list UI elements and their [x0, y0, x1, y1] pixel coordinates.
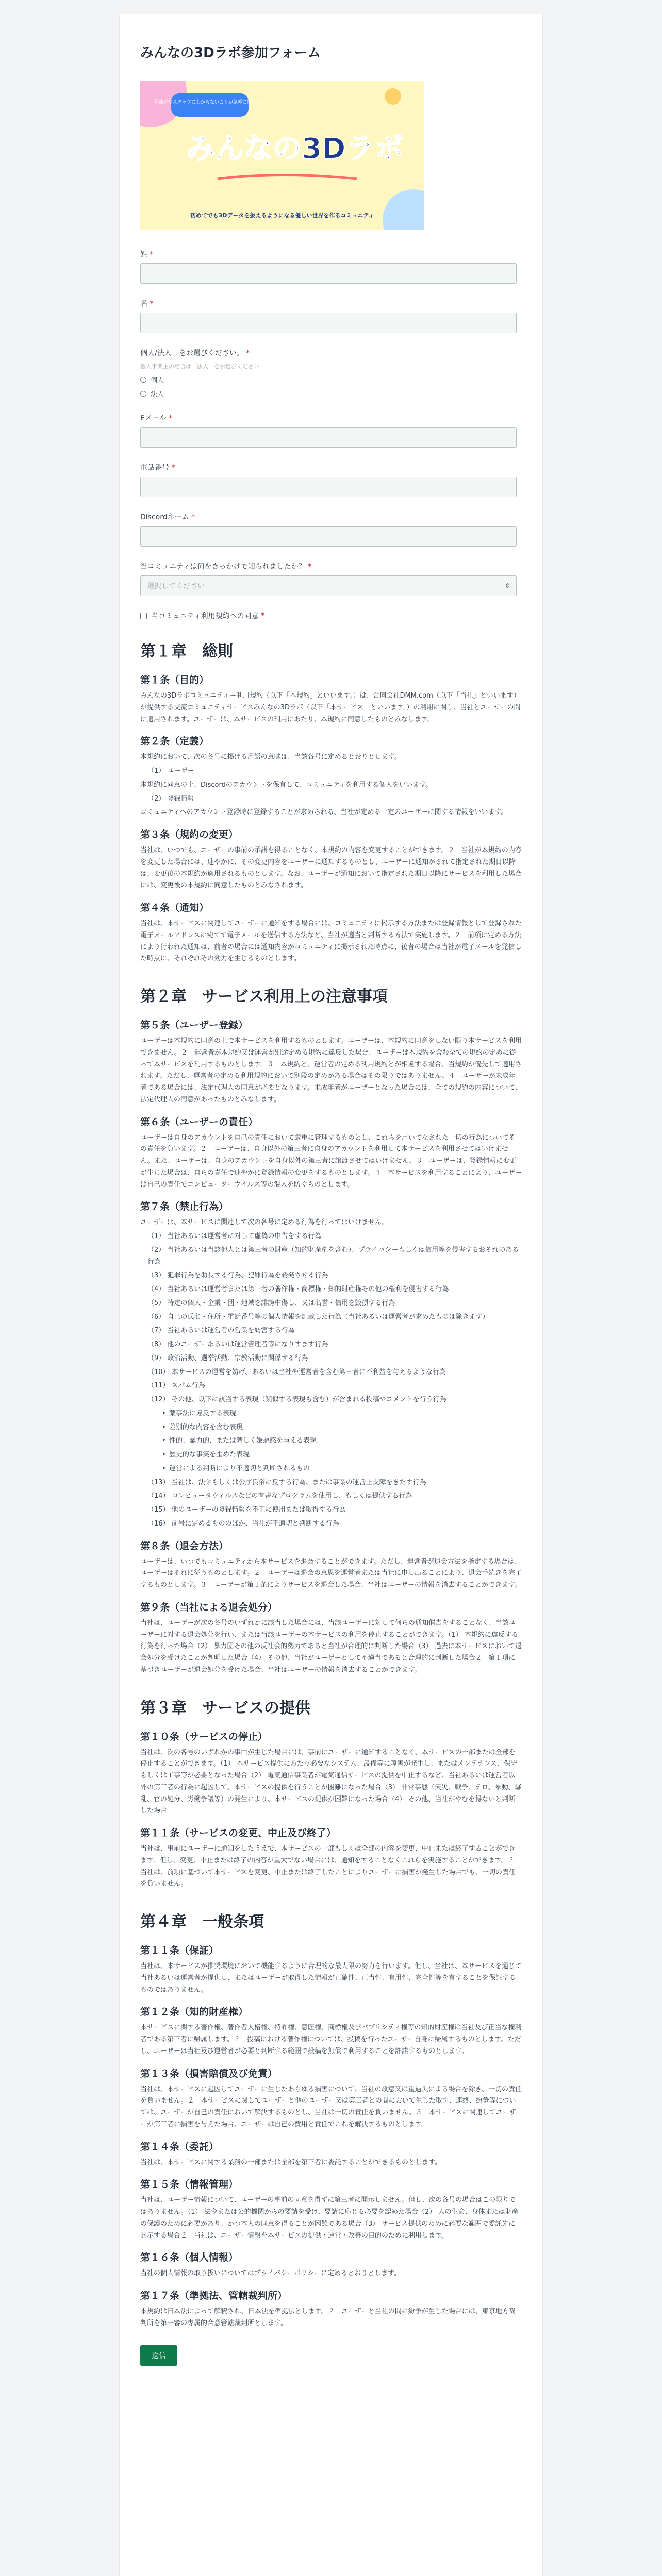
article-text: 当社の個人情報の取り扱いについてはプライバシーポリシーに定めるとおりとします。 — [140, 2269, 401, 2278]
source-select[interactable] — [140, 575, 517, 596]
account-type-label: 個人/法人 をお選びください。 * — [140, 349, 250, 358]
hero-banner-image — [140, 81, 424, 230]
list-item: （12） その他、以下に該当する表現（類似する表現も含む）が含まれる投稿やコメントを行う行為 — [147, 1396, 446, 1403]
article-text: 当社は、ユーザーが次の各号のいずれかに該当した場合には、当該ユーザーに対して何らの通知催告をすることなく、当該ユーザーに対する退会処分を行い、または当該ユーザーの本サービスの利用を停止することができます。（1） 本規約に違反する行為を行った場合（2） 暴力団その他の反社会的勢力であると当社が合理的に判断した場合（3） 過去に本サービスにおいて退会処分を受けたことが判明した場合（4） その他、当社がユーザーとして不適当であると合理的に判断した場合２ 第１項に基づきユーザーが退会処分を受けた場合、当社はユーザーの情報を消去することができます。 — [140, 1619, 522, 1674]
article-heading: 第２条（定義） — [140, 736, 209, 748]
article-heading: 第１７条（準拠法、管轄裁判所） — [140, 2290, 288, 2301]
given-name-label: 名 * — [140, 300, 154, 308]
bullet-item: • 差別的な内容を含む表現 — [140, 1422, 522, 1434]
article-heading: 第１条（目的） — [140, 674, 209, 686]
bullet-item: • 薬事法に違反する表現 — [140, 1408, 522, 1420]
article-text: 本規約は日本法によって解釈され、日本法を準拠法とします。２ ユーザーと当社の間に紛争が生じた場合には、東京地方裁判所を第一審の専属的合意管轄裁判所とします。 — [140, 2308, 516, 2327]
chapter-heading: 第２章 サービス利用上の注意事項 — [140, 988, 388, 1006]
bullet-item: • 運営による判断により不適切と判断されるもの — [140, 1463, 522, 1475]
list-item: （1） 当社あるいは運営者に対して虚偽の申告をする行為 — [147, 1232, 322, 1240]
radio-button-individual[interactable] — [140, 377, 146, 383]
article-text: みんなの3Dラボコミュニティー利用規約（以下「本規約」といいます。）は、合同会社DMM.com（以下「当社」といいます）が提供する交流コミュニティサービスみんなの3Dラボ（以下「本サービス」といいます。）の利用に関し、当社とユーザーの間に適用されます。ユーザーは、本サービスの利用にあたり、本規約に同意したものとみなします。 — [140, 692, 521, 723]
article-text: コミュニティへのアカウント登録時に登録することが求められる、当社が定める一定のユーザーに関する情報をいいます。 — [140, 808, 508, 817]
list-item: （7） 当社あるいは運営者の営業を妨害する行為 — [147, 1327, 295, 1335]
article-heading: 第１０条（サービスの停止） — [140, 1731, 268, 1742]
list-item: （9） 政治活動、選挙活動、宗教活動に関係する行為 — [147, 1354, 308, 1362]
article-heading: 第８条（退会方法） — [140, 1540, 229, 1552]
list-item: （4） 当社あるいは運営者または第三者の著作権・商標権・知的財産権その他の権利を侵害する行為 — [147, 1285, 449, 1293]
article-heading: 第１２条（知的財産権） — [140, 2006, 249, 2018]
phone-input[interactable] — [140, 477, 517, 497]
source-select-placeholder: 選択してください — [147, 582, 205, 590]
surname-input[interactable] — [140, 263, 517, 284]
article-heading: 第５条（ユーザー登録） — [140, 1020, 249, 1031]
surname-field — [140, 249, 522, 284]
source-label: 当コミュニティは何をきっかけで知られましたか？ * — [140, 563, 312, 571]
article-heading: 第１６条（個人情報） — [140, 2252, 239, 2264]
chevron-updown-icon: ⇕ — [504, 582, 510, 589]
article-text: 本規約に同意の上、Discordのアカウントを保有して、コミュニティを利用する個人をいいます。 — [140, 781, 433, 789]
discord-input[interactable] — [140, 526, 517, 547]
article-text: 当社は、本サービスに起因してユーザーに生じたあらゆる損害について、当社の故意又は重過失による場合を除き、一切の責任を負いません。２ 本サービスに関してユーザーと他のユーザー又は第三者との間において生じた取引、連絡、紛争等については、ユーザーが自己の責任において解決するものとし、当社は一切の責任を負いません。３ 本サービスに関連してユーザーが第三者に損害を与えた場合、ユーザーは自己の費用と責任でこれを解決するものとします。 — [140, 2085, 522, 2128]
list-item: （13） 当社は、法令もしくは公序良俗に反する行為、または事業の運営上支障をきたす行為 — [147, 1478, 426, 1486]
phone-label: 電話番号 * — [140, 464, 175, 472]
radio-button-corporation[interactable] — [140, 391, 146, 397]
surname-label: 姓 * — [140, 250, 154, 259]
given-name-input[interactable] — [140, 313, 517, 333]
list-item: （16） 前号に定めるもののほか、当社が不適切と判断する行為 — [147, 1519, 339, 1528]
hero-tagline: 初めてでも3Dデータを扱えるようになる優しい世界を作るコミュニティ — [190, 212, 374, 219]
form-title: みんなの3Dラボ参加フォーム — [140, 45, 321, 61]
article-text: （1） ユーザー — [147, 767, 194, 775]
article-heading: 第７条（禁止行為） — [140, 1201, 229, 1213]
article-heading: 第４条（通知） — [140, 902, 209, 913]
agree-checkbox-row[interactable]: 当コミュニティ利用規約への同意 * — [140, 611, 522, 621]
article-heading: 第１４条（委託） — [140, 2141, 219, 2153]
article-text: 当社は、ユーザー情報について、ユーザーの事前の同意を得ずに第三者に開示しません。但し、次の各号の場合はこの限りではありません。（1） 法令または公的機関からの要請を受け、要請に応じる必要を認めた場合（2） 人の生命、身体または財産の保護のために必要があり、かつ本人の同意を得ることが困難である場合（3） サービス提供のために必要な範囲で委託先に開示する場合２ 当社は、ユーザー情報を本サービスの提供・運営・改善の目的のために利用します。 — [140, 2196, 519, 2240]
article-text: 当社は、本サービスに関連してユーザーに通知をする場合には、コミュニティに掲示する方法または登録情報として登録された電子メールアドレスに宛てて電子メールを送信する方法など、当社が適当と判断する方法で実施します。２ 前項に定める方法により行われた通知は、前者の場合には通知内容がコミュニティに掲示された時点に、後者の場合は当社が電子メールを発信した時点に、それぞれその効力を生じるものとします。 — [140, 920, 522, 963]
hero-badge-text: 熟練者やスタッフにわからないことが気軽に聞ける！ — [154, 100, 266, 105]
submit-button[interactable]: 送信 — [140, 2345, 177, 2366]
agree-label: 当コミュニティ利用規約への同意 — [151, 612, 259, 620]
article-heading: 第１５条（情報管理） — [140, 2179, 239, 2191]
list-item: （8） 他のユーザーあるいは運営管理者等になりすます行為 — [147, 1341, 328, 1348]
list-item: （3） 犯罪行為を助長する行為、犯罪行為を誘発させる行為 — [147, 1272, 328, 1280]
list-item: （15） 他のユーザーの登録情報を不正に使用または取得する行為 — [147, 1506, 346, 1514]
chapter-heading: 第４章 一般条項 — [140, 1913, 264, 1931]
article-heading: 第１１条（サービスの変更、中止及び終了） — [140, 1827, 337, 1839]
phone-field — [140, 462, 522, 497]
email-field — [140, 413, 522, 448]
bullet-item: • 性的、暴力的、または著しく嫌悪感を与える表現 — [140, 1435, 522, 1447]
article-text: ユーザーは、いつでもコミュニティから本サービスを退会することができます。ただし、運営者が退会方法を指定する場合は、ユーザーはそれに従うものとします。２ ユーザーは退会の意思を運営者または当社に申し出ることにより、退会手続きを完了するものとします。３ ユーザーが第１条によりサービスを退会した場合、当社はユーザーの情報を消去することができます。 — [140, 1557, 522, 1589]
list-item: （6） 自己の氏名・住所・電話番号等の個人情報を記載した行為（当社あるいは運営者が求めたものは除きます） — [147, 1313, 489, 1321]
discord-field — [140, 512, 522, 547]
article-text: ユーザーは本規約に同意の上で本サービスを利用するものとします。ユーザーは、本規約に同意をしない限り本サービスを利用できません。２ 運営者が本規約又は運営が別途定める規約に違反した場合、ユーザーは本規約を含む全ての規約の定めに従って本サービスを利用するものとします。３ 本規約と、運営者の定める利用規約とが相違する場合、当規約が優先して適用されます。ただし、運営者の定める利用規約において別段の定めがある場合はその限りではありません。４ ユーザーが未成年者である場合には、法定代理人の同意が必要となります。未成年者がユーザーとなった場合には、全ての規約の内容について、法定代理人の同意があったものとみなします。 — [140, 1037, 522, 1104]
article-text: 当社は、本サービスが推奨環境において機能するように合理的な最大限の努力を行います。但し、当社は、本サービスを通じて当社あるいは運営者が提供し、またはユーザーが取得した情報が正確性、正当性、有用性、完全性等を有することを保証するものではありません。 — [140, 1962, 522, 1994]
list-item: （11） スパム行為 — [147, 1382, 205, 1390]
discord-label: Discordネーム * — [140, 513, 195, 521]
form-card — [120, 14, 542, 2576]
account-type-hint: 個人事業主の場合は「法人」をお選びください — [140, 363, 259, 370]
article-heading: 第１３条（損害賠償及び免責） — [140, 2067, 278, 2079]
list-item: （14） コンピュータウィルスなどの有害なプログラムを使用し、もしくは提供する行為 — [147, 1492, 412, 1500]
given-name-field — [140, 298, 522, 333]
source-field — [140, 561, 522, 596]
bullet-item: • 歴史的な事実を歪めた表現 — [140, 1449, 522, 1461]
article-heading: 第１１条（保証） — [140, 1945, 219, 1956]
radio-corporation[interactable]: 法人 — [140, 388, 522, 398]
article-text: 当社は、本サービスに関する業務の一部または全部を第三者に委託することができるものとします。 — [140, 2158, 441, 2166]
email-label: Eメール * — [140, 414, 173, 422]
chapter-heading: 第１章 総則 — [140, 642, 233, 660]
agree-checkbox[interactable] — [140, 613, 147, 619]
article-text: 本規約において、次の各号に掲げる用語の意味は、当該各号に定めるとおりとします。 — [140, 753, 401, 761]
article-heading: 第６条（ユーザーの責任） — [140, 1116, 258, 1128]
article-heading: 第３条（規約の変更） — [140, 829, 239, 840]
list-item: （2） 当社あるいは当該他人とは第三者の財産（知的財産権を含む）、プライバシーもしくは信用等を侵害するおそれのある行為 — [147, 1246, 519, 1266]
hero-logo-text: みんなの3Dラボ — [186, 132, 404, 165]
terms-section — [140, 638, 522, 2330]
email-input[interactable] — [140, 427, 517, 448]
radio-individual[interactable]: 個人 — [140, 375, 522, 384]
article-text: 当社は、次の各号のいずれかの事由が生じた場合には、事前にユーザーに通知することなく、本サービスの一部または全部を停止することができます。（1） 本サービス提供にあたり必要なシステム、設備等に障害が発生し、またはメンテナンス、保守もしくは工事等が必要となった場合（2） 電気通信事業者が電気通信サービスの提供を中止するなど、当社あるいは運営者以外の第三者の行為に起因して、本サービスの提供を行うことが困難になった場合（3） 非常事態（天災、戦争、テロ、暴動、騒乱、官の処分、労働争議等）の発生により、本サービスの提供が困難になった場合（4） その他、当社がやむを得ないと判断した場合 — [140, 1748, 522, 1815]
article-text: 当社は、事前にユーザーに通知をしたうえで、本サービスの一部もしくは全部の内容を変更、中止または終了することができます。但し、変更、中止または終了の内容が重大でない場合には、通知をすることなくこれらを実施することができます。２ 当社は、前項に基づいて本サービスを変更、中止または終了したことによりユーザーに損害が発生した場合でも、一切の責任を負いません。 — [140, 1845, 521, 1888]
account-type-field — [140, 348, 522, 398]
article-text: 当社は、いつでも、ユーザーの事前の承諾を得ることなく、本規約の内容を変更することができます。２ 当社が本規約の内容を変更した場合には、速やかに、その変更内容をユーザーに通知するものとし、ユーザーに通知がされて指定された期日以降は、変更後の本規約が適用されるものとします。なお、ユーザーが通知において指定された期日以降にサービスを利用した場合には、変更後の本規約に同意したものとみなされます。 — [140, 846, 522, 890]
article-text: （2） 登録情報 — [147, 794, 194, 803]
chapter-heading: 第３章 サービスの提供 — [140, 1699, 310, 1717]
article-text: ユーザーは、本サービスに関連して次の各号に定める行為を行ってはいけません。 — [140, 1218, 389, 1227]
article-heading: 第９条（当社による退会処分） — [140, 1601, 278, 1613]
article-text: 本サービスに関する著作権、著作者人格権、特許権、意匠権、商標権及びパブリシティ権等の知的財産権は当社及び正当な権利者である第三者に帰属します。２ 投稿における著作権については、投稿を行ったユーザー自身に帰属するものとします。ただし、ユーザーは当社及び運営者が必要と判断する範囲で投稿を無償で利用することを許諾するものとします。 — [140, 2024, 522, 2055]
list-item: （10） 本サービスの運営を妨げ、あるいは当社や運営者を含む第三者に不利益を与えるような行為 — [147, 1368, 446, 1376]
list-item: （5） 特定の個人・企業・団・地域を誹謗中傷し、又は名誉・信用を毀損する行為 — [147, 1299, 395, 1307]
article-text: ユーザーは自身のアカウントを自己の責任において厳重に管理するものとし、これらを用いてなされた一切の行為についてその責任を負います。２ ユーザーは、自身以外の第三者に自身のアカウントを利用して本サービスを利用させてはいけません。また、ユーザーは、自身のアカウントを自身以外の第三者に譲渡させてはいけません。３ ユーザーは、登録情報に変更が生じた場合は、自らの責任で速やかに登録情報の変更をするものとします。４ 本サービスを利用することにより、ユーザーは自己の責任でコンピューターウイルス等の混入を防ぐものとします。 — [140, 1133, 522, 1189]
